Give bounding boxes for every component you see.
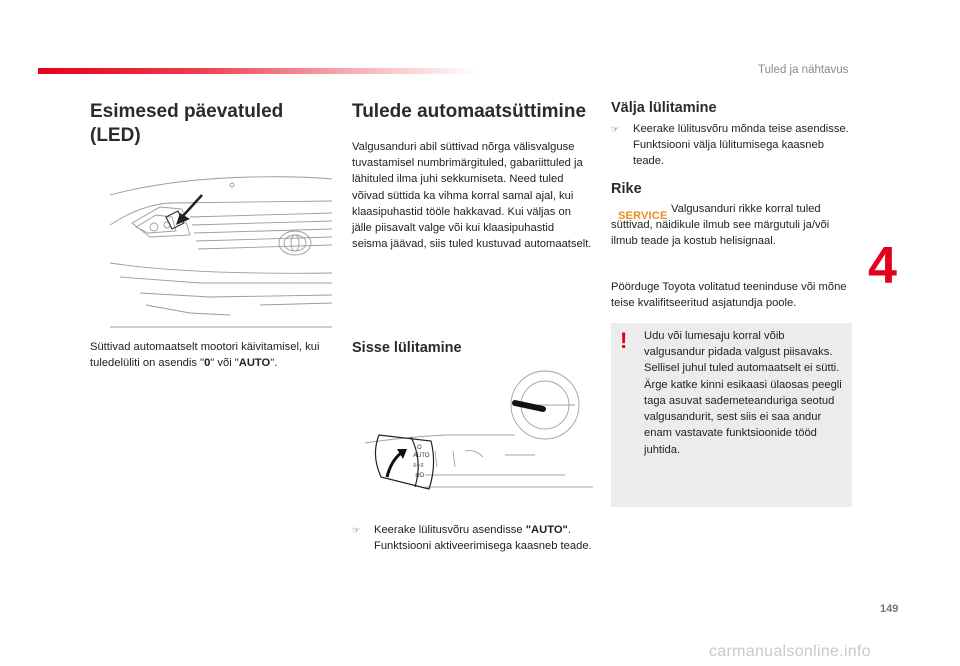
auto-lights-intro: Valgusanduri abil süttivad nõrga välisvalguse tuvastamisel numbrimärgituled, gabariittuled ja lähituled ilma juhi sekkumiseta. Need tuled võivad süttida ka vihma korral samal ajal, kui klaasipuhastid tööle hakkavad. Kui väljas on jälle piisavalt valge või kui klaasipuhastid seisma jäävad, siis tuled kustuvad automaatselt. — [352, 141, 592, 251]
page-number: 149 — [880, 603, 899, 615]
heading-daytime-lights — [90, 100, 283, 148]
daytime-lights-caption: Süttivad automaatselt mootori käivitamisel, kui tuledelüliti on asendis "0" või "AUTO". — [90, 341, 320, 370]
heading-switch-on: Sisse lülitamine — [352, 340, 462, 356]
heading-line-2: (LED) — [90, 124, 141, 146]
bullet-pointer-icon: ☞ — [352, 525, 361, 535]
svg-text:≡○≡: ≡○≡ — [413, 463, 424, 469]
heading-line-1: Esimesed päevatuled — [90, 101, 284, 122]
section-title: Tuled ja nähtavus — [758, 64, 849, 76]
fault-advice: Pöörduge Toyota volitatud teeninduse või mõne teise kvalifitseeritud asjatundja poole. — [611, 281, 847, 310]
light-switch-stalk-illustration — [365, 365, 593, 498]
heading-auto-lights: Tulede automaatsüttimine — [352, 101, 587, 122]
warning-exclamation-icon: ! — [620, 328, 628, 353]
header-accent-bar — [38, 68, 478, 74]
warning-text: Udu või lumesaju korral võib valgusandur pidada valgust piisavaks. Sellisel juhul tuled automaatselt ei sütti. Ärge katke kinni esikaasi ülaosas peegli taga asuvat sademeteanduriga seotud valgusandurit, sest siis ei saa andur enam vastavate funktsioonide tööd juhtida. — [644, 330, 842, 456]
svg-text:AUTO: AUTO — [413, 453, 430, 459]
switch-on-instruction: ☞ Keerake lülitusvõru asendisse "AUTO". Funktsiooni aktiveerimisega kaasneb teade. — [352, 522, 592, 554]
chapter-number: 4 — [868, 237, 897, 295]
fault-description: Valgusanduri rikke korral tuled süttivad, näidikule ilmub see märgutuli ja/või ilmub teade ja kostub helisignaal. — [611, 203, 830, 248]
car-front-illustration — [110, 165, 332, 328]
svg-text:≣D: ≣D — [415, 473, 425, 479]
switch-off-instruction: ☞ Keerake lülitusvõru mõnda teise asendisse. Funktsiooni välja lülitumisega kaasneb teade. — [611, 121, 853, 170]
heading-fault: Rike — [611, 181, 642, 197]
watermark: carmanualsonline.info — [709, 643, 871, 660]
svg-text:O: O — [417, 445, 422, 451]
service-warning-icon: SERVICE — [618, 210, 668, 222]
bullet-pointer-icon: ☞ — [611, 124, 620, 134]
heading-switch-off: Välja lülitamine — [611, 100, 717, 116]
